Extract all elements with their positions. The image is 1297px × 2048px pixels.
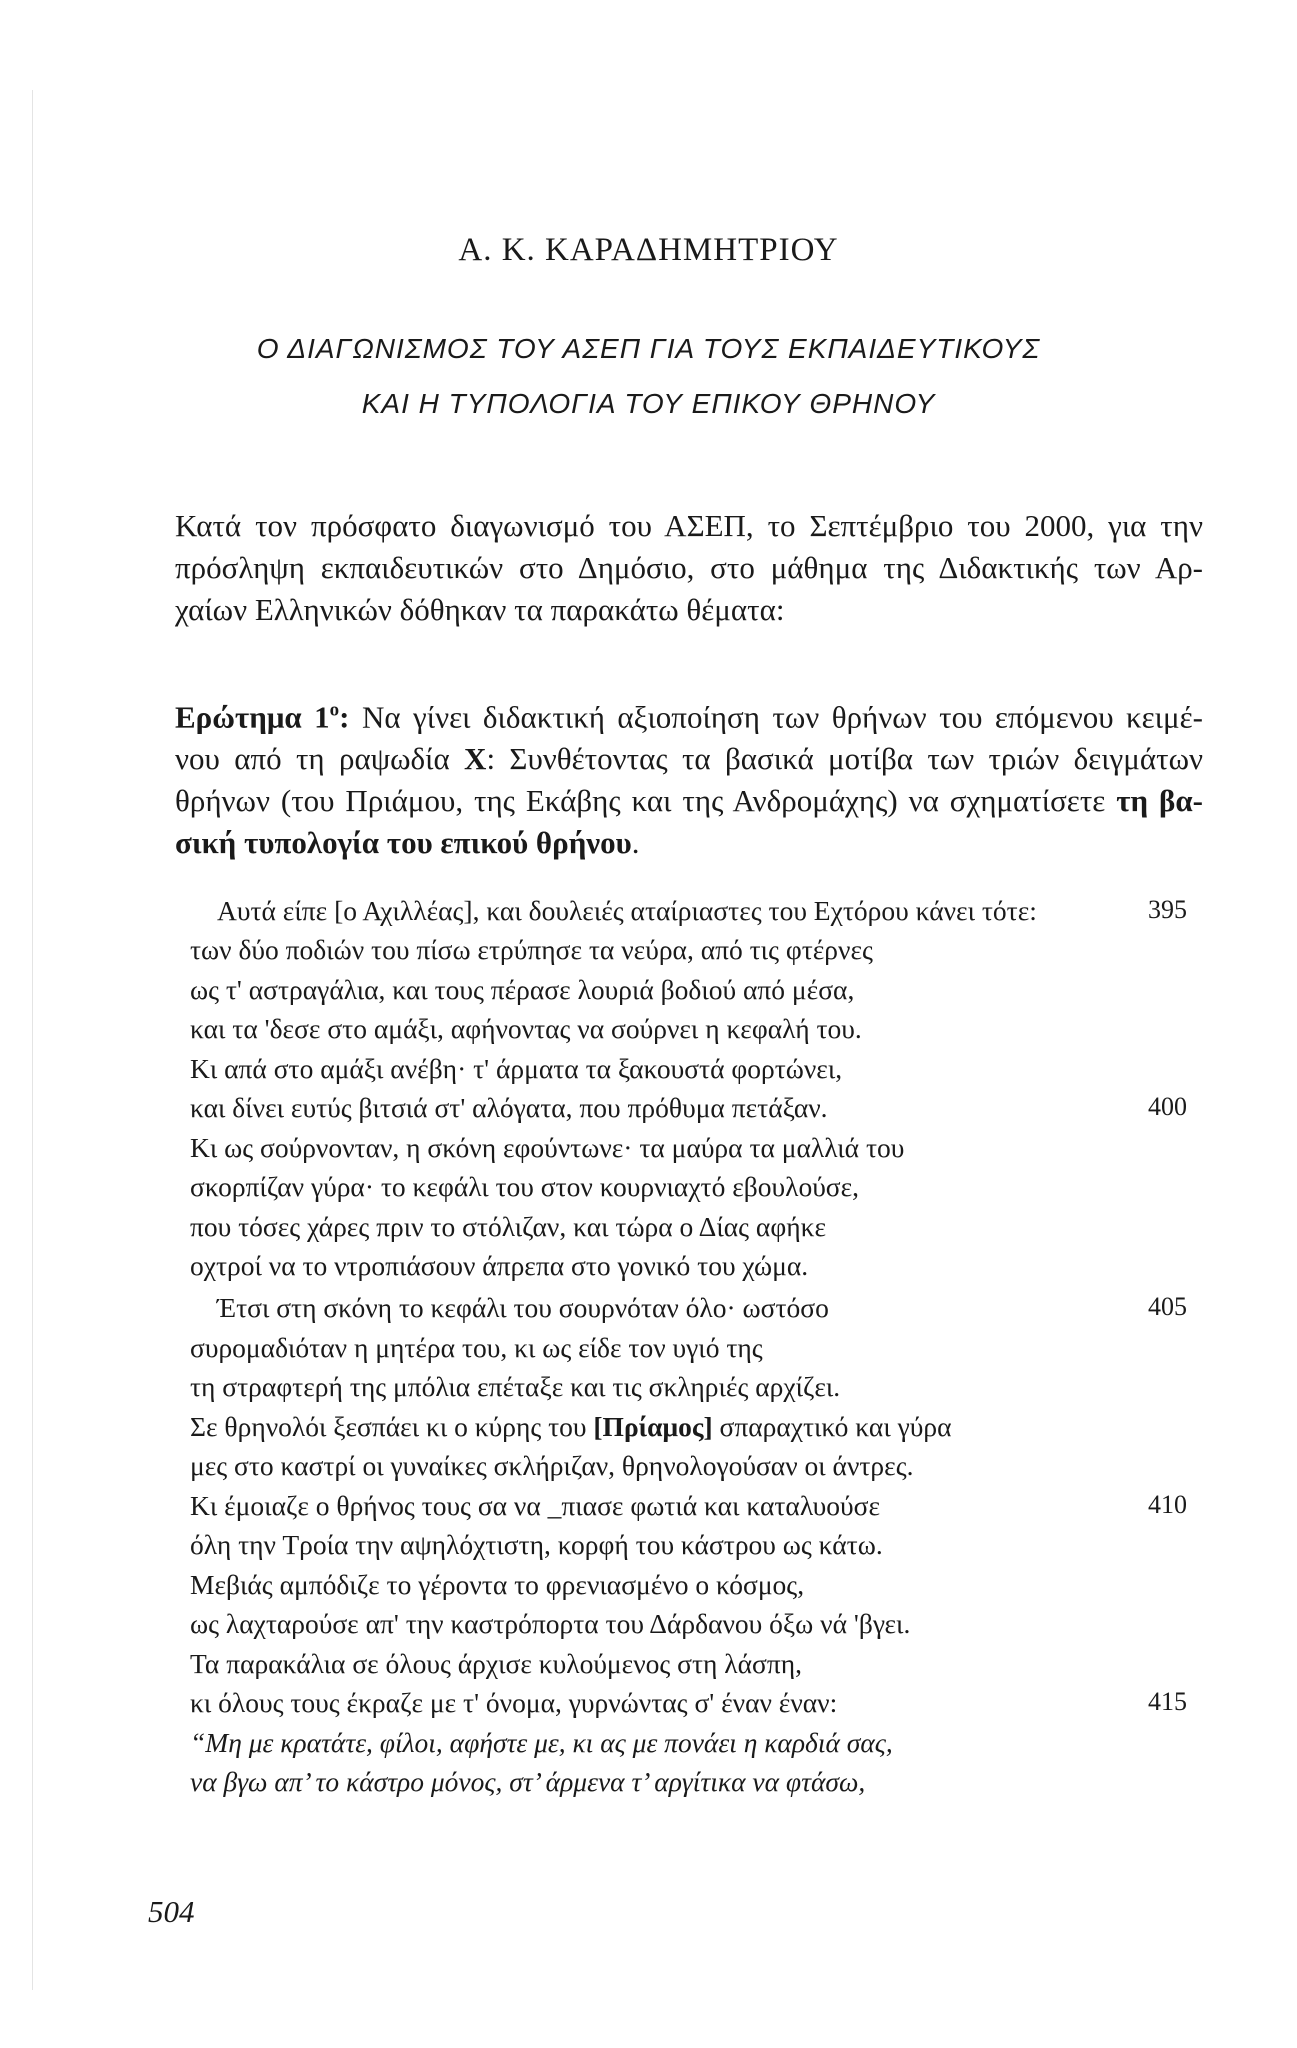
verse-line: οχτροί να το ντροπιάσουν άπρεπα στο γονικό του χώμα.: [190, 1250, 809, 1281]
page-number: 504: [148, 1894, 195, 1929]
verse-line: Κι απά στο αμάξι ανέβη· τ' άρματα τα ξακουστά φορτώνει,: [190, 1053, 843, 1084]
question-line: [175, 738, 1203, 780]
question-text: Να γίνει διδακτική αξιοποίηση των θρήνων του επόμενου κειμέ-: [349, 699, 1203, 735]
verse-line: κι όλους τους έκραζε με τ' όνομα, γυρνώντας σ' έναν έναν:: [190, 1687, 838, 1718]
verse-line: [190, 1411, 952, 1443]
verse-line: Έτσι στη σκόνη το κεφάλι του σουρνόταν όλο· ωστόσο: [217, 1292, 829, 1323]
verse-line: και δίνει ευτύς βιτσιά στ' αλόγατα, που πρόθυμα πετάξαν.: [190, 1092, 828, 1123]
verse-line: ως τ' αστραγάλια, και τους πέρασε λουριά βοδιού από μέσα,: [190, 974, 855, 1005]
question-paragraph: [175, 690, 1203, 864]
question-text: .: [631, 825, 640, 861]
line-number: 395: [1148, 895, 1187, 924]
rhapsody-label: Χ: [464, 741, 487, 777]
question-text: νου από τη ραψωδία: [175, 741, 465, 777]
line-number: 400: [1148, 1092, 1187, 1121]
author-header: Α. Κ. ΚΑΡΑΔΗΜΗΤΡΙΟΥ: [458, 232, 839, 268]
verse-line: όλη την Τροία την αψηλόχτιστη, κορφή του κάστρου ως κάτω.: [190, 1529, 883, 1560]
verse-line: που τόσες χάρες πριν το στόλιζαν, και τώρα ο Δίας αφήκε: [190, 1211, 826, 1242]
verse-line: Κι έμοιαζε ο θρήνος τους σα να _πιασε φωτιά και καταλυούσε: [190, 1490, 881, 1521]
question-line: [175, 822, 1203, 864]
question-emphasis: τη βα-: [1116, 783, 1203, 819]
question-label-colon: :: [339, 699, 350, 735]
verse-line: να βγω απ’ το κάστρο μόνος, στ’ άρμενα τ’ αργίτικα να φτάσω,: [190, 1766, 866, 1797]
verse-line: ως λαχταρούσε απ' την καστρόπορτα του Δάρδανου όξω νά 'βγει.: [190, 1608, 911, 1639]
question-label-superscript: ο: [329, 700, 340, 721]
question-label: Ερώτημα 1: [175, 699, 330, 735]
verse-line: Μεβιάς αμπόδιζε το γέροντα το φρενιασμένο ο κόσμος,: [190, 1569, 805, 1600]
scan-edge-line: [32, 90, 33, 1990]
intro-paragraph: [175, 505, 1203, 631]
question-text: : Συνθέτοντας τα βασικά μοτίβα των τριών δειγμάτων: [486, 741, 1203, 777]
verse-text: Σε θρηνολόι ξεσπάει κι ο κύρης του: [190, 1411, 594, 1442]
verse-line: τη στραφτερή της μπόλια επέταξε και τις σκληριές αρχίζει.: [190, 1371, 841, 1402]
article-title-line-1: Ο ΔΙΑΓΩΝΙΣΜΟΣ ΤΟΥ ΑΣΕΠ ΓΙΑ ΤΟΥΣ ΕΚΠΑΙΔΕΥΤΙΚΟΥΣ: [256, 333, 1041, 364]
verse-line: και τα 'δεσε στο αμάξι, αφήνοντας να σούρνει η κεφαλή του.: [190, 1013, 862, 1044]
question-line: [175, 780, 1203, 822]
question-emphasis: σική τυπολογία του επικού θρήνου: [175, 825, 632, 861]
verse-text: σπαραχτικό και γύρα: [712, 1411, 952, 1442]
verse-line: σκορπίζαν γύρα· το κεφάλι του στον κουρνιαχτό εβουλούσε,: [190, 1171, 860, 1202]
verse-line: “Μη με κρατάτε, φίλοι, αφήστε με, κι ας με πονάει η καρδιά σας,: [190, 1727, 893, 1758]
intro-line: χαίων Ελληνικών δόθηκαν τα παρακάτω θέματα:: [175, 592, 785, 627]
line-number: 410: [1148, 1490, 1187, 1519]
intro-line: Κατά τον πρόσφατο διαγωνισμό του ΑΣΕΠ, το Σεπτέμβριο του 2000, για την: [175, 508, 1203, 543]
verse-line: μες στο καστρί οι γυναίκες σκλήριζαν, θρηνολογούσαν οι άντρες.: [190, 1450, 914, 1481]
verse-line: συρομαδιόταν η μητέρα του, κι ως είδε τον υγιό της: [190, 1332, 763, 1363]
verse-line: Κι ως σούρνονταν, η σκόνη εφούντωνε· τα μαύρα τα μαλλιά του: [190, 1132, 905, 1163]
article-title-line-2: ΚΑΙ Η ΤΥΠΟΛΟΓΙΑ ΤΟΥ ΕΠΙΚΟΥ ΘΡΗΝΟΥ: [361, 388, 936, 419]
question-line: [175, 690, 1203, 738]
verse-line: Αυτά είπε [ο Αχιλλέας], και δουλειές αταίριαστες του Εχτόρου κάνει τότε:: [217, 895, 1037, 926]
question-text: θρήνων (του Πριάμου, της Εκάβης και της Ανδρομάχης) να σχηματίσετε: [175, 783, 1117, 819]
verse-line: Τα παρακάλια σε όλους άρχισε κυλούμενος στη λάσπη,: [190, 1648, 803, 1679]
line-number: 415: [1148, 1687, 1187, 1716]
line-number: 405: [1148, 1292, 1187, 1321]
intro-line: πρόσληψη εκπαιδευτικών στο Δημόσιο, στο μάθημα της Διδακτικής των Αρ-: [175, 550, 1203, 585]
verse-line: των δύο ποδιών του πίσω ετρύπησε τα νεύρα, από τις φτέρνες: [190, 934, 873, 965]
verse-emphasis: [Πρίαμος]: [593, 1411, 713, 1442]
